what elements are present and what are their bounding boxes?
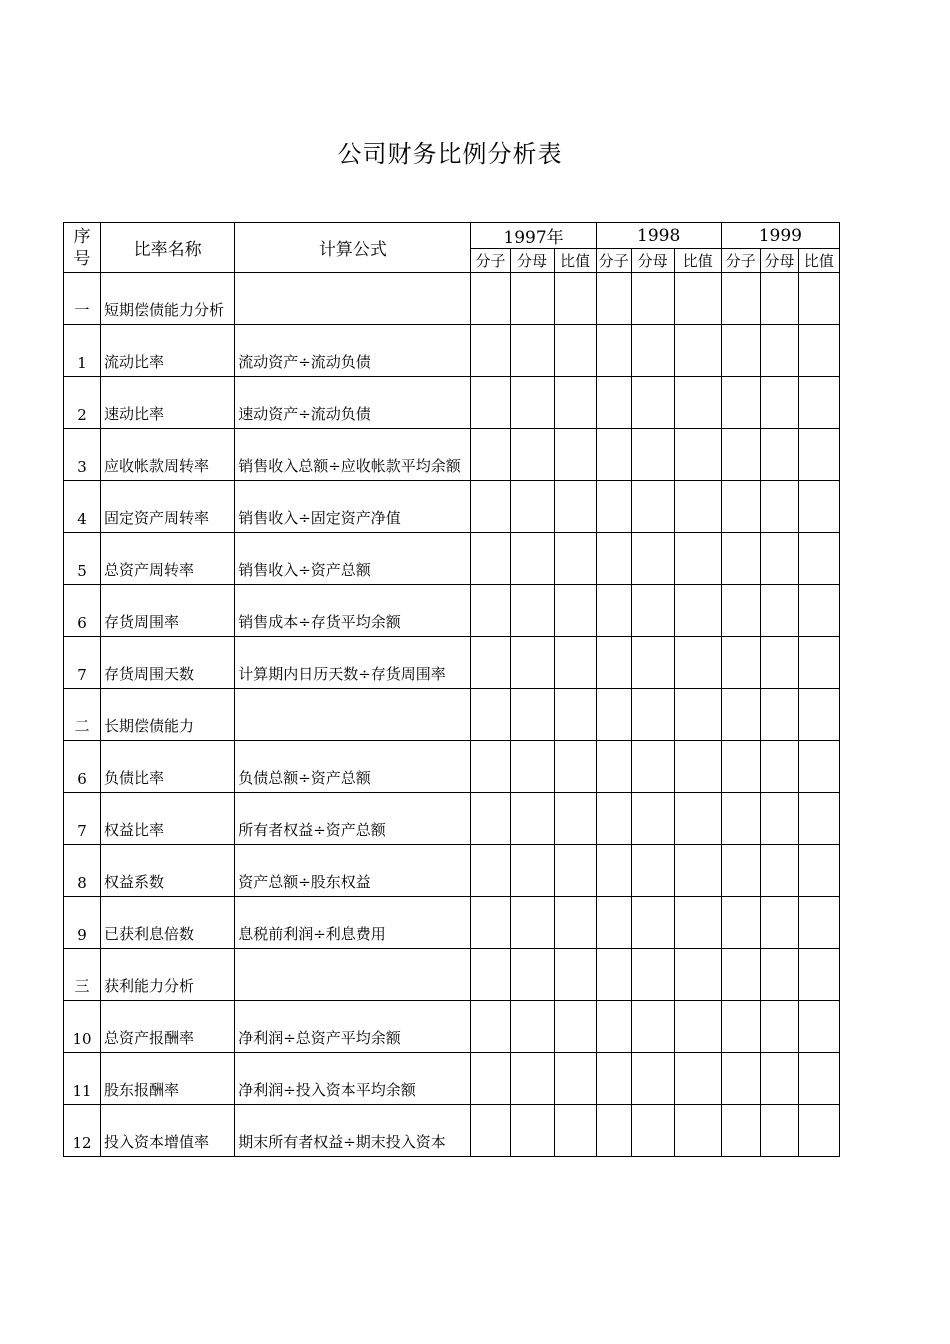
table-row (64, 273, 840, 325)
table-row (64, 845, 840, 897)
value-cell[interactable] (674, 377, 721, 429)
value-cell[interactable] (596, 793, 631, 845)
subheader-denominator-2: 分母 (760, 249, 798, 273)
value-cell[interactable] (471, 325, 510, 377)
value-cell[interactable] (510, 689, 554, 741)
value-cell[interactable] (674, 1001, 721, 1053)
value-cell[interactable] (760, 377, 798, 429)
row-seq: 2 (64, 377, 101, 429)
value-cell[interactable] (471, 481, 510, 533)
value-cell[interactable] (760, 533, 798, 585)
subheader-ratio-2: 比值 (798, 249, 839, 273)
value-cell[interactable] (631, 897, 674, 949)
row-ratio-name: 短期偿债能力分析 (101, 273, 235, 325)
subheader-numerator-0: 分子 (471, 249, 510, 273)
value-cell[interactable] (760, 793, 798, 845)
row-seq: 5 (64, 533, 101, 585)
value-cell[interactable] (760, 637, 798, 689)
value-cell[interactable] (798, 949, 839, 1001)
row-ratio-name: 固定资产周转率 (101, 481, 235, 533)
header-year-1999: 1999 (721, 223, 839, 249)
row-seq: 11 (64, 1053, 101, 1105)
value-cell[interactable] (674, 741, 721, 793)
row-ratio-name: 股东报酬率 (101, 1053, 235, 1105)
header-formula: 计算公式 (235, 223, 471, 273)
value-cell[interactable] (510, 325, 554, 377)
row-seq: 三 (64, 949, 101, 1001)
value-cell[interactable] (554, 533, 596, 585)
value-cell[interactable] (471, 897, 510, 949)
value-cell[interactable] (471, 1105, 510, 1157)
value-cell[interactable] (798, 741, 839, 793)
subheader-numerator-2: 分子 (721, 249, 760, 273)
table-row (64, 585, 840, 637)
value-cell[interactable] (510, 1001, 554, 1053)
value-cell[interactable] (554, 377, 596, 429)
row-formula: 销售成本÷存货平均余额 (235, 585, 471, 637)
row-seq: 二 (64, 689, 101, 741)
row-seq: 7 (64, 793, 101, 845)
value-cell[interactable] (798, 1001, 839, 1053)
row-ratio-name: 速动比率 (101, 377, 235, 429)
value-cell[interactable] (721, 1001, 760, 1053)
value-cell[interactable] (554, 1001, 596, 1053)
value-cell[interactable] (554, 1105, 596, 1157)
value-cell[interactable] (631, 689, 674, 741)
row-ratio-name: 总资产周转率 (101, 533, 235, 585)
value-cell[interactable] (596, 897, 631, 949)
row-formula: 所有者权益÷资产总额 (235, 793, 471, 845)
value-cell[interactable] (674, 325, 721, 377)
value-cell[interactable] (471, 637, 510, 689)
value-cell[interactable] (798, 429, 839, 481)
value-cell[interactable] (596, 377, 631, 429)
row-seq: 10 (64, 1001, 101, 1053)
value-cell[interactable] (798, 897, 839, 949)
value-cell[interactable] (674, 481, 721, 533)
value-cell[interactable] (721, 897, 760, 949)
row-ratio-name: 存货周围天数 (101, 637, 235, 689)
value-cell[interactable] (510, 429, 554, 481)
value-cell[interactable] (554, 793, 596, 845)
value-cell[interactable] (554, 897, 596, 949)
row-ratio-name: 权益比率 (101, 793, 235, 845)
value-cell[interactable] (471, 429, 510, 481)
header-seq (64, 223, 101, 273)
value-cell[interactable] (760, 897, 798, 949)
row-seq: 6 (64, 585, 101, 637)
value-cell[interactable] (798, 1105, 839, 1157)
value-cell[interactable] (510, 845, 554, 897)
value-cell[interactable] (798, 689, 839, 741)
row-ratio-name: 长期偿债能力 (101, 689, 235, 741)
row-formula: 净利润÷总资产平均余额 (235, 1001, 471, 1053)
value-cell[interactable] (471, 845, 510, 897)
row-ratio-name: 总资产报酬率 (101, 1001, 235, 1053)
value-cell[interactable] (631, 741, 674, 793)
table-row (64, 689, 840, 741)
value-cell[interactable] (596, 325, 631, 377)
subheader-denominator-1: 分母 (631, 249, 674, 273)
row-formula (235, 949, 471, 1001)
value-cell[interactable] (510, 793, 554, 845)
value-cell[interactable] (798, 273, 839, 325)
value-cell[interactable] (471, 1053, 510, 1105)
value-cell[interactable] (510, 377, 554, 429)
row-ratio-name: 已获利息倍数 (101, 897, 235, 949)
value-cell[interactable] (798, 637, 839, 689)
table-row (64, 1053, 840, 1105)
row-ratio-name: 负债比率 (101, 741, 235, 793)
table-row (64, 1105, 840, 1157)
table-row (64, 949, 840, 1001)
value-cell[interactable] (471, 949, 510, 1001)
value-cell[interactable] (596, 845, 631, 897)
value-cell[interactable] (631, 533, 674, 585)
page-title: 公司财务比例分析表 (337, 140, 563, 168)
table-row (64, 429, 840, 481)
subheader-denominator-0: 分母 (510, 249, 554, 273)
row-formula: 销售收入总额÷应收帐款平均余额 (235, 429, 471, 481)
value-cell[interactable] (721, 377, 760, 429)
value-cell[interactable] (596, 1053, 631, 1105)
value-cell[interactable] (760, 429, 798, 481)
value-cell[interactable] (721, 1105, 760, 1157)
value-cell[interactable] (798, 845, 839, 897)
value-cell[interactable] (554, 325, 596, 377)
value-cell[interactable] (760, 845, 798, 897)
value-cell[interactable] (760, 689, 798, 741)
row-seq: 1 (64, 325, 101, 377)
value-cell[interactable] (510, 481, 554, 533)
value-cell[interactable] (510, 1053, 554, 1105)
value-cell[interactable] (631, 1053, 674, 1105)
value-cell[interactable] (798, 533, 839, 585)
subheader-ratio-1: 比值 (674, 249, 721, 273)
value-cell[interactable] (631, 429, 674, 481)
value-cell[interactable] (596, 1105, 631, 1157)
header-seq-line2: 号 (73, 248, 91, 269)
table-row (64, 1001, 840, 1053)
table-row (64, 325, 840, 377)
value-cell[interactable] (554, 1053, 596, 1105)
row-seq: 3 (64, 429, 101, 481)
value-cell[interactable] (674, 793, 721, 845)
value-cell[interactable] (631, 949, 674, 1001)
table-row (64, 481, 840, 533)
value-cell[interactable] (760, 273, 798, 325)
row-seq: 7 (64, 637, 101, 689)
value-cell[interactable] (760, 1105, 798, 1157)
value-cell[interactable] (760, 741, 798, 793)
value-cell[interactable] (554, 637, 596, 689)
value-cell[interactable] (596, 741, 631, 793)
value-cell[interactable] (471, 741, 510, 793)
header-ratio-name: 比率名称 (101, 223, 235, 273)
value-cell[interactable] (631, 793, 674, 845)
value-cell[interactable] (798, 793, 839, 845)
value-cell[interactable] (760, 1053, 798, 1105)
row-seq: 9 (64, 897, 101, 949)
header-year-1997: 1997年 (471, 223, 596, 249)
row-formula: 息税前利润÷利息费用 (235, 897, 471, 949)
value-cell[interactable] (721, 585, 760, 637)
row-seq: 12 (64, 1105, 101, 1157)
row-seq: 4 (64, 481, 101, 533)
value-cell[interactable] (471, 273, 510, 325)
value-cell[interactable] (721, 741, 760, 793)
value-cell[interactable] (596, 533, 631, 585)
value-cell[interactable] (631, 325, 674, 377)
value-cell[interactable] (471, 533, 510, 585)
row-ratio-name: 投入资本增值率 (101, 1105, 235, 1157)
value-cell[interactable] (721, 1053, 760, 1105)
value-cell[interactable] (631, 1105, 674, 1157)
value-cell[interactable] (674, 949, 721, 1001)
value-cell[interactable] (631, 585, 674, 637)
value-cell[interactable] (721, 429, 760, 481)
value-cell[interactable] (510, 533, 554, 585)
value-cell[interactable] (721, 949, 760, 1001)
value-cell[interactable] (554, 845, 596, 897)
row-ratio-name: 权益系数 (101, 845, 235, 897)
value-cell[interactable] (471, 689, 510, 741)
header-seq-line1: 序 (73, 226, 91, 247)
value-cell[interactable] (674, 273, 721, 325)
value-cell[interactable] (631, 637, 674, 689)
subheader-numerator-1: 分子 (596, 249, 631, 273)
table-row (64, 741, 840, 793)
row-formula: 销售收入÷固定资产净值 (235, 481, 471, 533)
value-cell[interactable] (760, 1001, 798, 1053)
value-cell[interactable] (596, 1001, 631, 1053)
value-cell[interactable] (721, 273, 760, 325)
value-cell[interactable] (554, 429, 596, 481)
value-cell[interactable] (674, 533, 721, 585)
row-ratio-name: 流动比率 (101, 325, 235, 377)
value-cell[interactable] (674, 637, 721, 689)
value-cell[interactable] (674, 1053, 721, 1105)
value-cell[interactable] (471, 793, 510, 845)
value-cell[interactable] (554, 689, 596, 741)
row-seq: 6 (64, 741, 101, 793)
value-cell[interactable] (721, 845, 760, 897)
value-cell[interactable] (721, 481, 760, 533)
value-cell[interactable] (798, 377, 839, 429)
value-cell[interactable] (674, 845, 721, 897)
value-cell[interactable] (510, 741, 554, 793)
value-cell[interactable] (631, 845, 674, 897)
row-formula (235, 689, 471, 741)
value-cell[interactable] (760, 325, 798, 377)
value-cell[interactable] (674, 429, 721, 481)
value-cell[interactable] (798, 585, 839, 637)
row-formula: 负债总额÷资产总额 (235, 741, 471, 793)
row-formula: 净利润÷投入资本平均余额 (235, 1053, 471, 1105)
value-cell[interactable] (471, 377, 510, 429)
value-cell[interactable] (760, 481, 798, 533)
table-row (64, 793, 840, 845)
value-cell[interactable] (798, 325, 839, 377)
value-cell[interactable] (554, 273, 596, 325)
value-cell[interactable] (721, 325, 760, 377)
value-cell[interactable] (596, 273, 631, 325)
value-cell[interactable] (510, 273, 554, 325)
row-seq: 一 (64, 273, 101, 325)
value-cell[interactable] (510, 897, 554, 949)
row-formula: 销售收入÷资产总额 (235, 533, 471, 585)
value-cell[interactable] (631, 481, 674, 533)
table-row (64, 897, 840, 949)
value-cell[interactable] (674, 585, 721, 637)
value-cell[interactable] (721, 637, 760, 689)
table-body (64, 273, 840, 1157)
table-row (64, 533, 840, 585)
row-ratio-name: 应收帐款周转率 (101, 429, 235, 481)
value-cell[interactable] (554, 585, 596, 637)
row-ratio-name: 获利能力分析 (101, 949, 235, 1001)
value-cell[interactable] (596, 585, 631, 637)
value-cell[interactable] (721, 793, 760, 845)
value-cell[interactable] (631, 273, 674, 325)
value-cell[interactable] (471, 1001, 510, 1053)
value-cell[interactable] (721, 689, 760, 741)
value-cell[interactable] (554, 481, 596, 533)
value-cell[interactable] (510, 585, 554, 637)
value-cell[interactable] (760, 585, 798, 637)
value-cell[interactable] (554, 949, 596, 1001)
subheader-ratio-0: 比值 (554, 249, 596, 273)
value-cell[interactable] (596, 637, 631, 689)
value-cell[interactable] (631, 377, 674, 429)
row-formula: 资产总额÷股东权益 (235, 845, 471, 897)
row-formula: 流动资产÷流动负债 (235, 325, 471, 377)
row-formula (235, 273, 471, 325)
value-cell[interactable] (798, 1053, 839, 1105)
value-cell[interactable] (721, 533, 760, 585)
table-row (64, 377, 840, 429)
value-cell[interactable] (596, 481, 631, 533)
table-row (64, 637, 840, 689)
row-formula: 计算期内日历天数÷存货周围率 (235, 637, 471, 689)
row-ratio-name: 存货周围率 (101, 585, 235, 637)
value-cell[interactable] (510, 1105, 554, 1157)
value-cell[interactable] (596, 429, 631, 481)
value-cell[interactable] (674, 689, 721, 741)
value-cell[interactable] (674, 897, 721, 949)
value-cell[interactable] (554, 741, 596, 793)
value-cell[interactable] (798, 481, 839, 533)
row-formula: 期末所有者权益÷期末投入资本 (235, 1105, 471, 1157)
value-cell[interactable] (674, 1105, 721, 1157)
value-cell[interactable] (510, 949, 554, 1001)
value-cell[interactable] (596, 689, 631, 741)
header-year-1998: 1998 (596, 223, 721, 249)
value-cell[interactable] (596, 949, 631, 1001)
value-cell[interactable] (760, 949, 798, 1001)
row-formula: 速动资产÷流动负债 (235, 377, 471, 429)
ratio-table (63, 222, 840, 1157)
row-seq: 8 (64, 845, 101, 897)
value-cell[interactable] (510, 637, 554, 689)
value-cell[interactable] (471, 585, 510, 637)
value-cell[interactable] (631, 1001, 674, 1053)
